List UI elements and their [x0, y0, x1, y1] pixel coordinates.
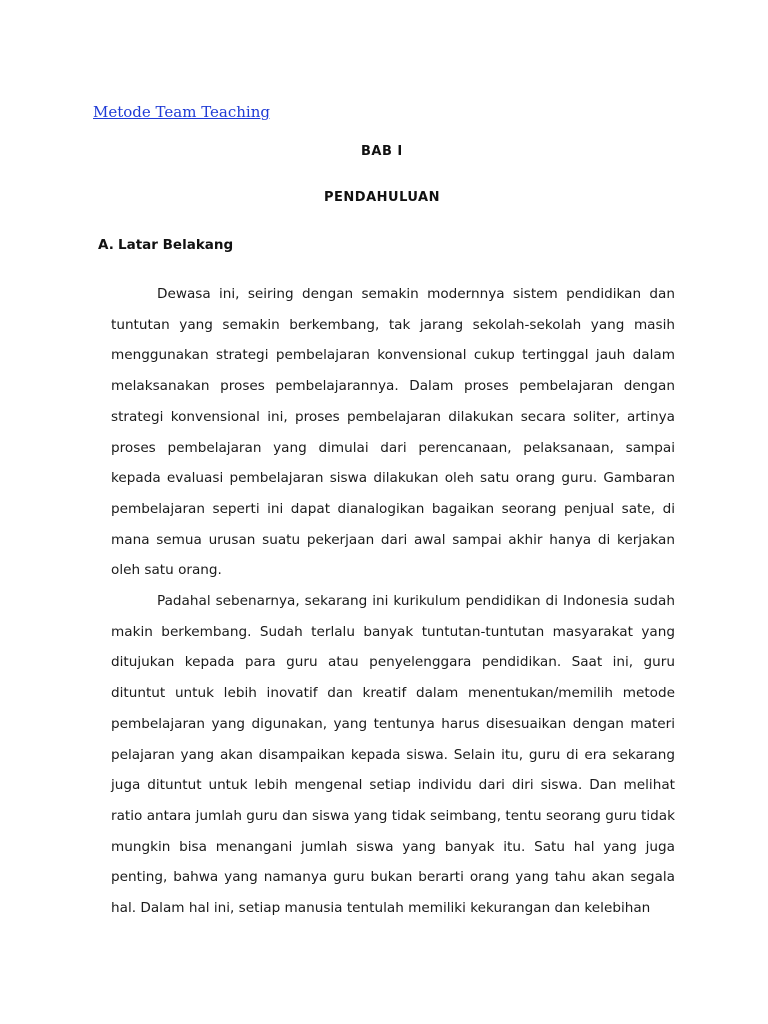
document-title-link[interactable]: Metode Team Teaching [93, 103, 270, 121]
paragraph: Padahal sebenarnya, sekarang ini kurikulum pendidikan di Indonesia sudah makin berkembang. Sudah terlalu banyak tuntutan-tuntutan masyarakat yang ditujukan kepada para guru atau penyelenggara pendidikan. Saat ini, guru dituntut untuk lebih inovatif dan kreatif dalam menentukan/memilih metode pembelajaran yang digunakan, yang tentunya harus disesuaikan dengan materi pelajaran yang akan disampaikan kepada siswa. Selain itu, guru di era sekarang juga dituntut untuk lebih mengenal setiap individu dari diri siswa. Dan melihat ratio antara jumlah guru dan siswa yang tidak seimbang, tentu seorang guru tidak mungkin bisa menangani jumlah siswa yang banyak itu. Satu hal yang juga penting, bahwa yang namanya guru bukan berarti orang yang tahu akan segala hal. Dalam hal ini, setiap manusia tentulah memiliki kekurangan dan kelebihan [111, 593, 675, 917]
section-heading [98, 237, 233, 253]
section-title: Latar Belakang [118, 237, 234, 253]
chapter-number-text: BAB I [361, 144, 403, 159]
paragraph: Dewasa ini, seiring dengan semakin modernnya sistem pendidikan dan tuntutan yang semakin berkembang, tak jarang sekolah-sekolah yang masih menggunakan strategi pembelajaran konvensional cukup tertinggal jauh dalam melaksanakan proses pembelajarannya. Dalam proses pembelajaran dengan strategi konvensional ini, proses pembelajaran dilakukan secara soliter, artinya proses pembelajaran yang dimulai dari perencanaan, pelaksanaan, sampai kepada evaluasi pembelajaran siswa dilakukan oleh satu orang guru. Gambaran pembelajaran seperti ini dapat dianalogikan bagaikan seorang penjual sate, di mana semua urusan suatu pekerjaan dari awal sampai akhir hanya di kerjakan oleh satu orang. [111, 286, 675, 579]
section-label: A. [98, 237, 114, 253]
chapter-title-text: PENDAHULUAN [324, 190, 440, 205]
body-text [111, 279, 675, 924]
